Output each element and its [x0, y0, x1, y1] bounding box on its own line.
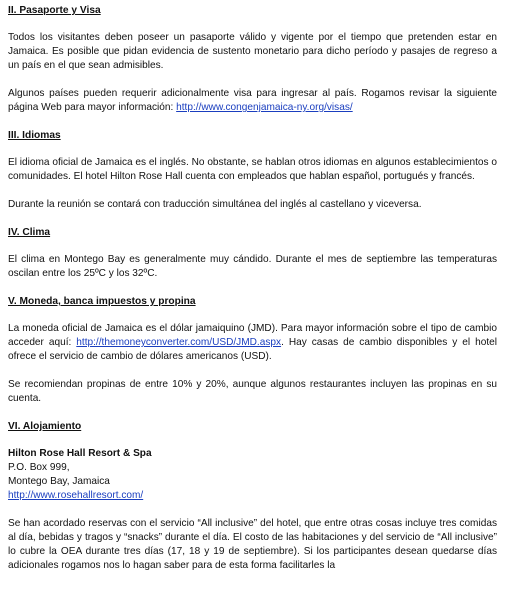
moneda-paragraph-2: Se recomiendan propinas de entre 10% y 20%, aunque algunos restaurantes incluyen las propinas en su cuenta. [8, 379, 497, 404]
visa-info-link[interactable]: http://www.congenjamaica-ny.org/visas/ [176, 102, 353, 113]
section-heading-pasaporte: II. Pasaporte y Visa [8, 5, 101, 16]
alojamiento-paragraph-1: Se han acordado reservas con el servicio “All inclusive” del hotel, que entre otras cosas incluye tres comidas al día, bebidas y tragos y “snacks” durante el día. El costo de las habitaciones y del servicio de “All inclusive” lo cubre la OEA durante tres días (17, 18 y 19 de septiembre). Si los participantes desean quedarse días adicionales rogamos nos lo hagan saber para de esta forma facilitarles la [8, 518, 497, 571]
hotel-po-box: P.O. Box 999, [8, 462, 70, 473]
section-heading-moneda: V. Moneda, banca impuestos y propina [8, 296, 196, 307]
hotel-name: Hilton Rose Hall Resort & Spa [8, 448, 152, 459]
pasaporte-paragraph-1: Todos los visitantes deben poseer un pasaporte válido y vigente por el tiempo que pretenden estar en Jamaica. Es posible que pidan evidencia de sustento monetario para dicho período y pasajes de regreso a un país en el que sean admisibles. [8, 32, 497, 71]
clima-paragraph-1: El clima en Montego Bay es generalmente muy cándido. Durante el mes de septiembre las temperaturas oscilan entre los 25ºC y los 32ºC. [8, 254, 497, 279]
section-heading-clima: IV. Clima [8, 227, 51, 238]
hotel-city: Montego Bay, Jamaica [8, 476, 110, 487]
moneda-paragraph-1-b: . Hay casas de cambio disponibles y el hotel ofrece el servicio de cambio de dólares americanos (USD). [8, 337, 497, 362]
idiomas-paragraph-2: Durante la reunión se contará con traducción simultánea del inglés al castellano y viceversa. [8, 199, 422, 210]
moneda-paragraph-1-a: La moneda oficial de Jamaica es el dólar jamaiquino (JMD). Para mayor información sobre el tipo de cambio acceder aquí: [8, 323, 497, 348]
moneda-paragraph-1 [8, 322, 497, 364]
pasaporte-paragraph-2-text: Algunos países pueden requerir adicionalmente visa para ingresar al país. Rogamos revisar la siguiente página Web para mayor información: [8, 88, 497, 113]
pasaporte-paragraph-2 [8, 87, 497, 115]
hotel-website-link[interactable]: http://www.rosehallresort.com/ [8, 490, 144, 501]
hotel-address-block [8, 447, 497, 503]
section-heading-alojamiento: VI. Alojamiento [8, 421, 82, 432]
idiomas-paragraph-1: El idioma oficial de Jamaica es el inglés. No obstante, se hablan otros idiomas en algunos establecimientos o comunidades. El hotel Hilton Rose Hall cuenta con empleados que hablan español, portugués y francés. [8, 157, 497, 182]
section-heading-idiomas: III. Idiomas [8, 130, 61, 141]
money-converter-link[interactable]: http://themoneyconverter.com/USD/JMD.aspx [76, 337, 282, 348]
